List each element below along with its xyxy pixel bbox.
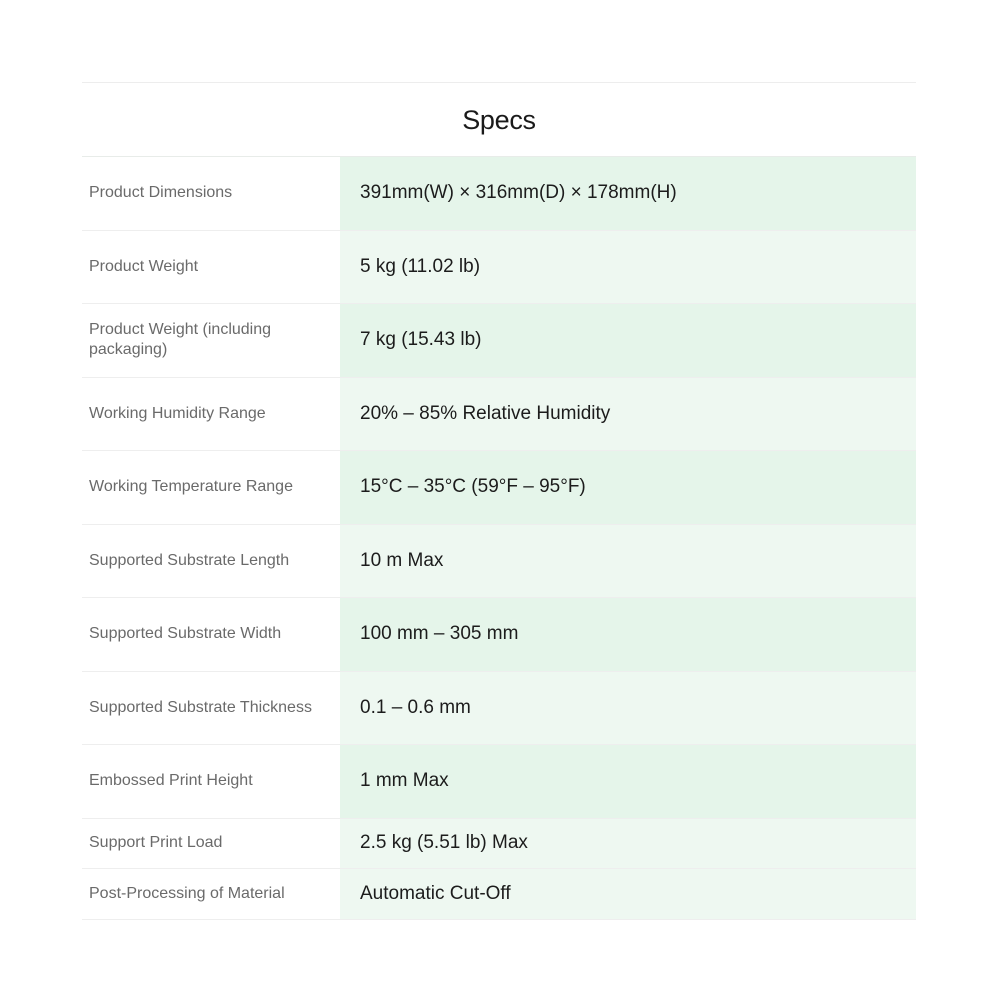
spec-label: Working Humidity Range [82,378,340,451]
spec-row-substrate-width [82,598,916,672]
spec-label: Support Print Load [82,819,340,869]
spec-label: Product Weight [82,231,340,304]
spec-value: 100 mm – 305 mm [340,598,916,671]
spec-value: 0.1 – 0.6 mm [340,672,916,745]
spec-row-working-humidity [82,378,916,452]
spec-label: Supported Substrate Width [82,598,340,671]
spec-row-product-weight [82,231,916,305]
page-title: Specs [462,104,536,135]
specs-table [82,156,916,920]
spec-value: 391mm(W) × 316mm(D) × 178mm(H) [340,157,916,230]
spec-row-substrate-length [82,525,916,599]
spec-label: Product Weight (including packaging) [82,304,340,377]
spec-value: 5 kg (11.02 lb) [340,231,916,304]
spec-label: Embossed Print Height [82,745,340,818]
spec-label: Post-Processing of Material [82,869,340,919]
spec-value: 10 m Max [340,525,916,598]
spec-row-embossed-height [82,745,916,819]
spec-row-post-processing [82,869,916,920]
specs-section [82,82,916,920]
specs-header [82,82,916,156]
spec-label: Supported Substrate Thickness [82,672,340,745]
spec-row-product-dimensions [82,157,916,231]
spec-row-print-load [82,819,916,870]
spec-value: 20% – 85% Relative Humidity [340,378,916,451]
spec-value: 2.5 kg (5.51 lb) Max [340,819,916,869]
spec-value: 1 mm Max [340,745,916,818]
spec-label: Supported Substrate Length [82,525,340,598]
spec-value: 15°C – 35°C (59°F – 95°F) [340,451,916,524]
spec-row-substrate-thickness [82,672,916,746]
spec-row-product-weight-packaging [82,304,916,378]
spec-value: 7 kg (15.43 lb) [340,304,916,377]
spec-label: Product Dimensions [82,157,340,230]
spec-row-working-temperature [82,451,916,525]
spec-label: Working Temperature Range [82,451,340,524]
spec-value: Automatic Cut-Off [340,869,916,919]
